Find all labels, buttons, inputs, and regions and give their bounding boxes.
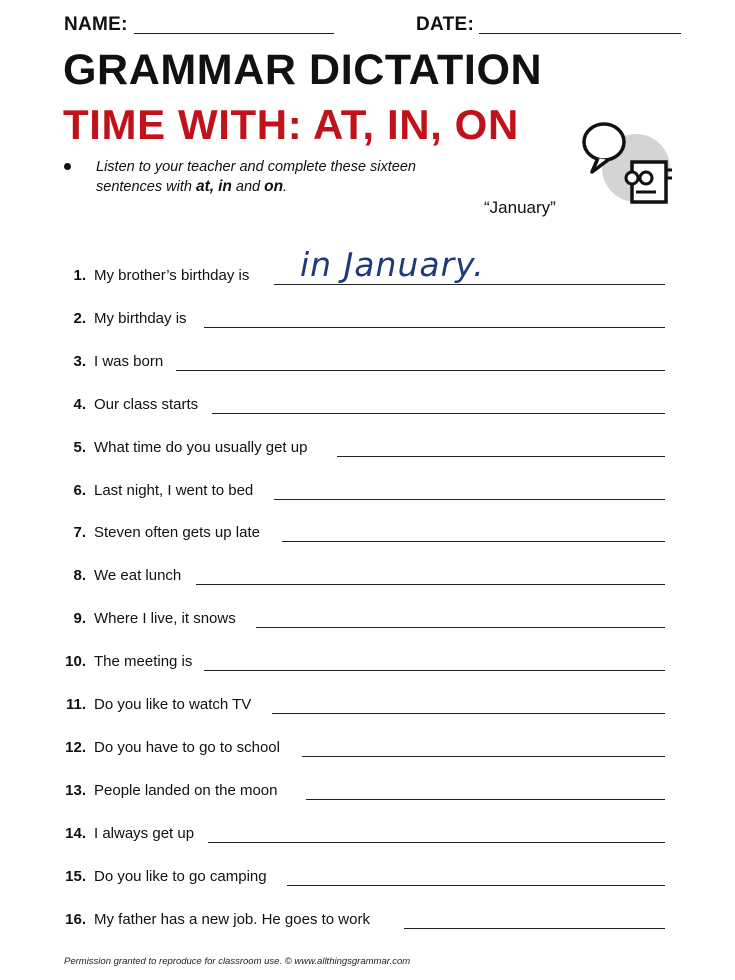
sentence-number: 7. — [73, 524, 86, 542]
answer-blank[interactable] — [176, 370, 665, 371]
keyword-at: at, — [195, 178, 215, 195]
sentence-row — [62, 825, 665, 853]
sentence-stem: I was born — [94, 352, 164, 370]
answer-blank[interactable] — [306, 799, 665, 800]
sentence-stem: People landed on the moon — [94, 781, 278, 799]
sentence-stem: We eat lunch — [94, 567, 182, 585]
sentence-number: 14. — [65, 824, 86, 842]
sentence-number: 3. — [73, 352, 86, 370]
worksheet-title: GRAMMAR DICTATION — [63, 46, 543, 94]
sentence-row — [62, 524, 665, 552]
answer-blank[interactable] — [287, 885, 665, 886]
name-field[interactable] — [134, 33, 334, 34]
date-label: DATE: — [416, 14, 475, 35]
name-label: NAME: — [64, 14, 128, 35]
sentence-row — [62, 782, 665, 810]
answer-blank[interactable] — [208, 842, 665, 843]
sentence-stem: I always get up — [94, 824, 195, 842]
date-field[interactable] — [479, 33, 681, 34]
sentence-row — [62, 739, 665, 767]
answer-blank[interactable] — [256, 627, 665, 628]
answer-blank[interactable] — [274, 284, 665, 285]
speech-bubble-person-icon — [580, 118, 676, 208]
sentence-number: 5. — [73, 438, 86, 456]
sentence-stem: What time do you usually get up — [94, 438, 308, 456]
answer-blank[interactable] — [204, 670, 665, 671]
sentence-number: 8. — [73, 567, 86, 585]
sentence-number: 11. — [65, 696, 86, 713]
instruction-text: Listen to your teacher and complete these sixteen sentences with at, in and on. — [96, 159, 416, 195]
sentence-stem: The meeting is — [94, 653, 193, 671]
answer-blank[interactable] — [337, 456, 665, 457]
sentence-row — [62, 868, 665, 896]
sentence-row — [62, 353, 665, 381]
answer-blank[interactable] — [404, 928, 665, 929]
name-date-row — [64, 14, 684, 40]
sentence-stem: Steven often gets up late — [94, 524, 260, 542]
sentence-row — [62, 245, 665, 295]
sentence-stem: Last night, I went to bed — [94, 481, 254, 499]
sentence-stem: My brother’s birthday is — [94, 267, 250, 284]
sentence-stem: Do you like to watch TV — [94, 696, 252, 713]
sentence-row — [62, 310, 665, 338]
sentence-row — [62, 911, 665, 939]
sentence-number: 16. — [65, 910, 86, 928]
answer-blank[interactable] — [302, 756, 665, 757]
bullet-icon — [64, 163, 71, 170]
answer-blank[interactable] — [196, 584, 665, 585]
sentence-number: 2. — [73, 309, 86, 327]
sentence-number: 6. — [73, 481, 86, 499]
answer-blank[interactable] — [212, 413, 665, 414]
sentence-number: 10. — [65, 653, 86, 671]
sentence-row — [62, 439, 665, 467]
sentence-stem: Where I live, it snows — [94, 610, 236, 628]
worksheet-subtitle: TIME WITH: AT, IN, ON — [63, 101, 519, 148]
handwritten-answer: in January. — [300, 245, 485, 284]
sentence-row — [62, 696, 665, 724]
sentence-row — [62, 396, 665, 424]
sentence-row — [62, 567, 665, 595]
sentence-row — [62, 610, 665, 638]
sentence-stem: My father has a new job. He goes to work — [94, 910, 370, 928]
cue-word: “January” — [484, 198, 556, 217]
answer-blank[interactable] — [204, 327, 665, 328]
sentence-number: 12. — [65, 738, 86, 756]
footer-permission: Permission granted to reproduce for classroom use. © www.allthingsgrammar.com — [64, 956, 411, 967]
sentence-number: 4. — [73, 395, 86, 413]
sentence-number: 9. — [73, 610, 86, 628]
sentence-stem: My birthday is — [94, 309, 187, 327]
sentence-stem: Do you have to go to school — [94, 738, 280, 756]
sentence-row — [62, 653, 665, 681]
answer-blank[interactable] — [272, 713, 665, 714]
answer-blank[interactable] — [282, 541, 665, 542]
sentence-number: 1. — [73, 267, 86, 284]
keyword-in: in — [218, 178, 232, 195]
answer-blank[interactable] — [274, 499, 665, 500]
sentence-number: 13. — [65, 781, 86, 799]
sentence-stem: Our class starts — [94, 395, 199, 413]
sentence-number: 15. — [65, 867, 86, 885]
sentence-stem: Do you like to go camping — [94, 867, 267, 885]
sentence-row — [62, 482, 665, 510]
keyword-on: on — [264, 178, 284, 195]
